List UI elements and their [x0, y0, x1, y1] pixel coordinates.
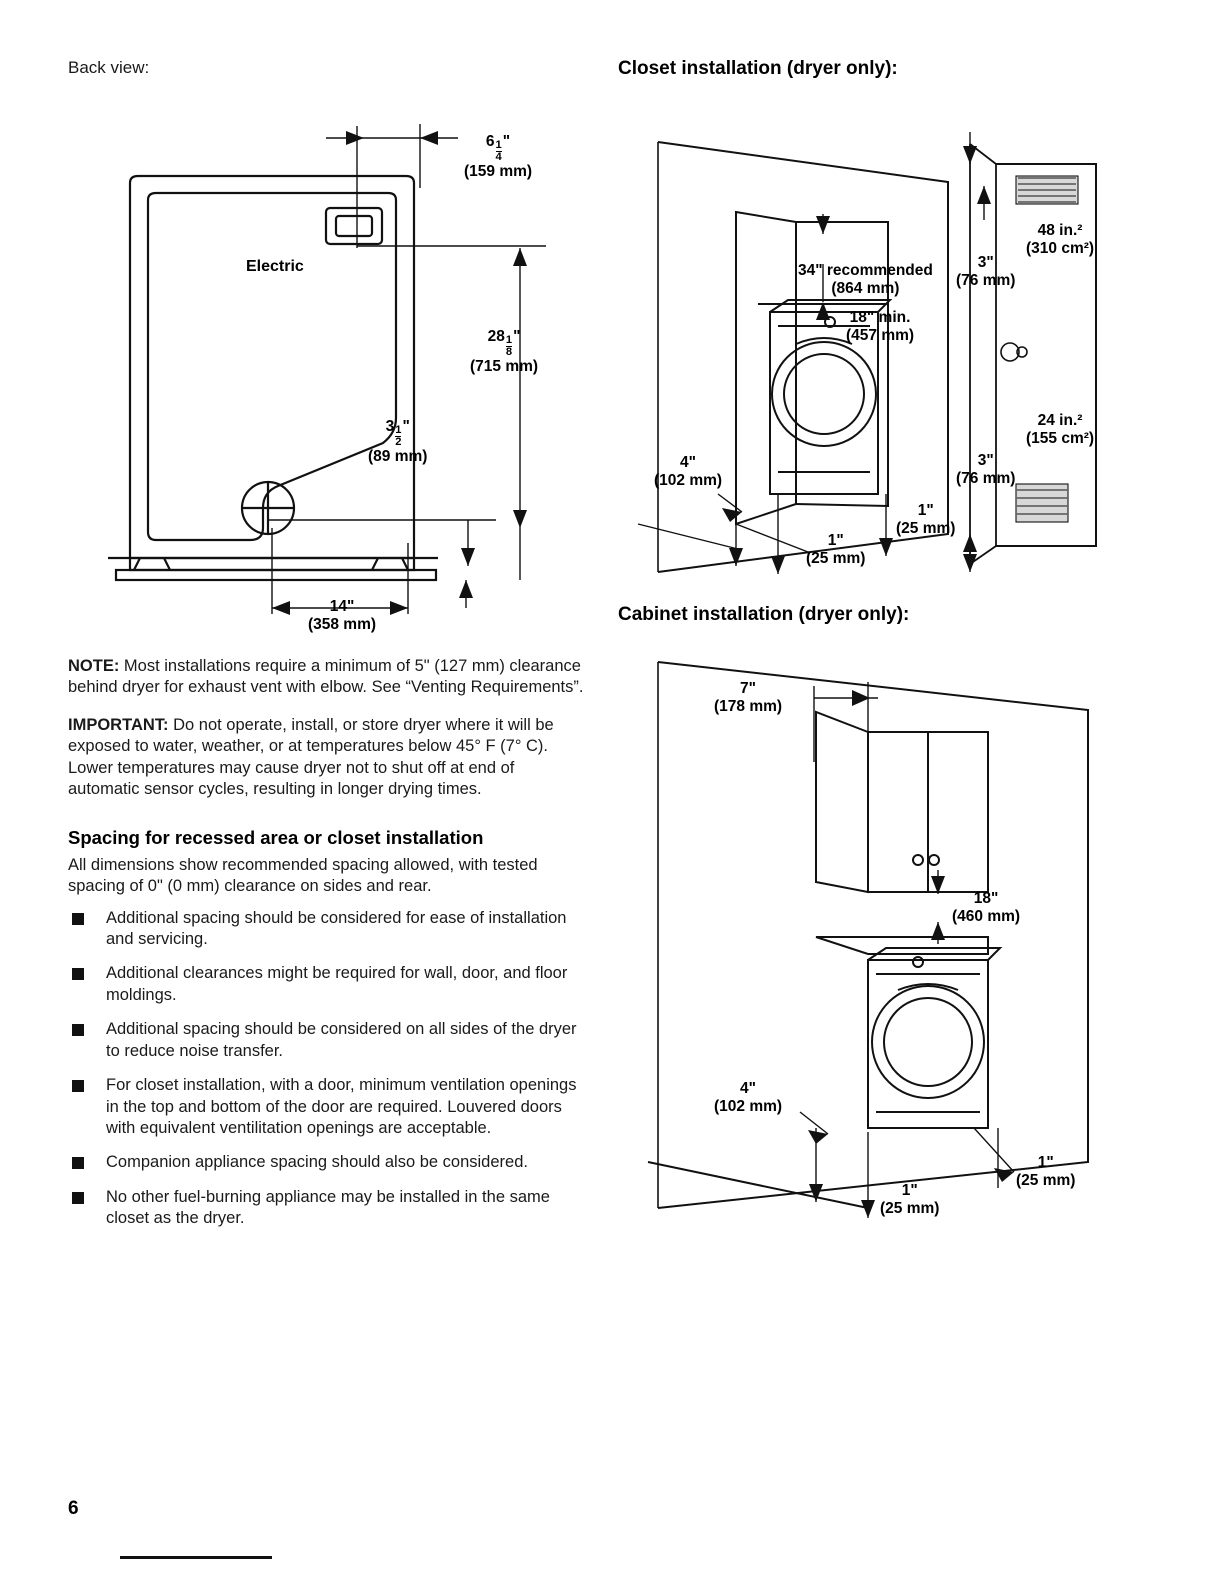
spacing-bullet-list	[68, 908, 588, 1230]
list-item	[68, 1187, 588, 1230]
list-item-text: For closet installation, with a door, minimum ventilation openings in the top and bottom of the door are required. Louvered doors with equivalent ventilitation openings are acceptable.	[106, 1076, 577, 1137]
bullet-square-icon	[72, 1024, 84, 1036]
dim-cabinet-top-depth	[714, 680, 782, 716]
dim-closet-bottom-left-metric: (25 mm)	[806, 549, 866, 567]
back-view-figure	[68, 88, 588, 648]
bullet-square-icon	[72, 1157, 84, 1169]
dim-cabinet-front-clear-value: 4"	[740, 1080, 757, 1097]
dim-door-bottom-gap-value: 3"	[977, 452, 994, 469]
dim-cabinet-bottom-clear-value: 1"	[901, 1182, 918, 1199]
appliance-type-label: Electric	[246, 258, 304, 275]
dim-cabinet-bottom-clear-metric: (25 mm)	[880, 1199, 940, 1217]
dim-closet-bottom-left-value: 1"	[827, 532, 844, 549]
bullet-square-icon	[72, 1080, 84, 1092]
dim-closet-bottom-right-value: 1"	[917, 502, 934, 519]
dim-lower-offset	[368, 418, 427, 466]
dim-bottom-width-metric: (358 mm)	[307, 615, 377, 633]
bullet-square-icon	[72, 968, 84, 980]
dim-closet-bottom-right	[896, 502, 955, 538]
list-item-text: Companion appliance spacing should also be considered.	[106, 1153, 528, 1172]
spacing-section-title: Spacing for recessed area or closet installation	[68, 826, 484, 848]
dim-closet-bottom-right-metric: (25 mm)	[896, 519, 956, 537]
list-item	[68, 908, 588, 951]
important-label: IMPORTANT:	[68, 715, 169, 734]
dim-lower-offset-metric: (89 mm)	[368, 447, 428, 465]
page-number: 6	[68, 1498, 79, 1519]
note-text: Most installations require a minimum of 5" (127 mm) clearance behind dryer for exhaust vent with elbow. See “Venting Requirements”.	[68, 657, 584, 697]
dim-height-value: 28 $\frac{1}{8}$ "	[487, 328, 521, 358]
left-column	[68, 58, 588, 1243]
dim-lower-offset-value: 3 $\frac{1}{2}$ "	[385, 418, 410, 448]
dim-top-width	[464, 133, 532, 181]
dim-cabinet-gap	[952, 890, 1020, 926]
list-item-text: No other fuel-burning appliance may be installed in the same closet as the dryer.	[106, 1187, 550, 1228]
dim-cabinet-side-clear-value: 1"	[1037, 1154, 1054, 1171]
cabinet-installation-title: Cabinet installation (dryer only):	[618, 604, 910, 625]
dim-closet-front-clear-value: 4"	[680, 454, 697, 471]
footer-rule	[120, 1556, 272, 1559]
dim-cabinet-front-clear	[714, 1080, 782, 1116]
closet-installation-figure	[618, 94, 1158, 594]
spacing-intro: All dimensions show recommended spacing allowed, with tested spacing of 0" (0 mm) clearance on sides and rear.	[68, 855, 538, 896]
cabinet-drawing	[618, 642, 1158, 1232]
important-paragraph	[68, 715, 588, 801]
dim-top-width-metric: (159 mm)	[464, 162, 533, 180]
cabinet-installation-figure	[618, 642, 1158, 1232]
dim-vent-bottom	[1026, 412, 1094, 448]
dim-vent-top	[1026, 222, 1094, 258]
list-item	[68, 1019, 588, 1062]
dim-cabinet-top-depth-metric: (178 mm)	[714, 697, 783, 715]
dim-closet-minimum	[846, 309, 914, 345]
dim-closet-recommended-value: 34" recommended	[798, 262, 933, 279]
right-column	[618, 58, 1158, 1232]
note-paragraph	[68, 656, 588, 699]
bullet-square-icon	[72, 913, 84, 925]
dim-closet-front-clear	[654, 454, 722, 490]
bullet-square-icon	[72, 1192, 84, 1204]
list-item-text: Additional spacing should be considered on all sides of the dryer to reduce noise transfer.	[106, 1020, 577, 1060]
important-text: Do not operate, install, or store dryer where it will be exposed to water, weather, or at temperatures below 45° F (7° C). Lower temperatures may cause dryer not to shut off at end of automatic sensor cycles, resulting in longer drying times.	[68, 715, 554, 799]
dim-cabinet-side-clear	[1016, 1154, 1075, 1190]
dim-door-bottom-gap-metric: (76 mm)	[956, 469, 1016, 487]
list-item	[68, 1075, 588, 1139]
dim-cabinet-top-depth-value: 7"	[740, 680, 757, 697]
dim-bottom-width-value: 14"	[329, 598, 355, 615]
dim-closet-recommended-metric: (864 mm)	[831, 279, 900, 297]
dim-cabinet-front-clear-metric: (102 mm)	[714, 1097, 783, 1115]
dim-closet-minimum-value: 18" min.	[849, 309, 911, 326]
dim-bottom-width	[300, 598, 384, 634]
dim-vent-bottom-value: 24 in.²	[1037, 412, 1083, 429]
dim-closet-bottom-left	[806, 532, 865, 568]
dim-cabinet-bottom-clear	[880, 1182, 939, 1218]
dim-cabinet-side-clear-metric: (25 mm)	[1016, 1171, 1076, 1189]
note-label: NOTE:	[68, 657, 120, 675]
dim-height	[470, 328, 538, 376]
dim-cabinet-gap-metric: (460 mm)	[952, 907, 1021, 925]
dim-door-bottom-gap	[956, 452, 1015, 488]
dim-height-metric: (715 mm)	[470, 357, 539, 375]
list-item-text: Additional spacing should be considered for ease of installation and servicing.	[106, 908, 567, 948]
dim-vent-bottom-metric: (155 cm²)	[1026, 429, 1095, 447]
dim-cabinet-gap-value: 18"	[973, 890, 999, 907]
dim-closet-minimum-metric: (457 mm)	[846, 326, 915, 344]
dim-vent-top-value: 48 in.²	[1037, 222, 1083, 239]
dim-door-top-gap-metric: (76 mm)	[956, 271, 1016, 289]
dim-closet-recommended	[798, 262, 933, 298]
closet-installation-title: Closet installation (dryer only):	[618, 58, 898, 79]
dim-closet-front-clear-metric: (102 mm)	[654, 471, 723, 489]
list-item	[68, 963, 588, 1006]
dim-vent-top-metric: (310 cm²)	[1026, 239, 1095, 257]
dim-top-width-value: 6 $\frac{1}{4}$ "	[485, 133, 511, 163]
list-item-text: Additional clearances might be required for wall, door, and floor moldings.	[106, 964, 568, 1004]
back-view-label: Back view:	[68, 58, 150, 77]
dim-door-top-gap-value: 3"	[977, 254, 994, 271]
dim-door-top-gap	[956, 254, 1015, 290]
list-item	[68, 1152, 588, 1173]
